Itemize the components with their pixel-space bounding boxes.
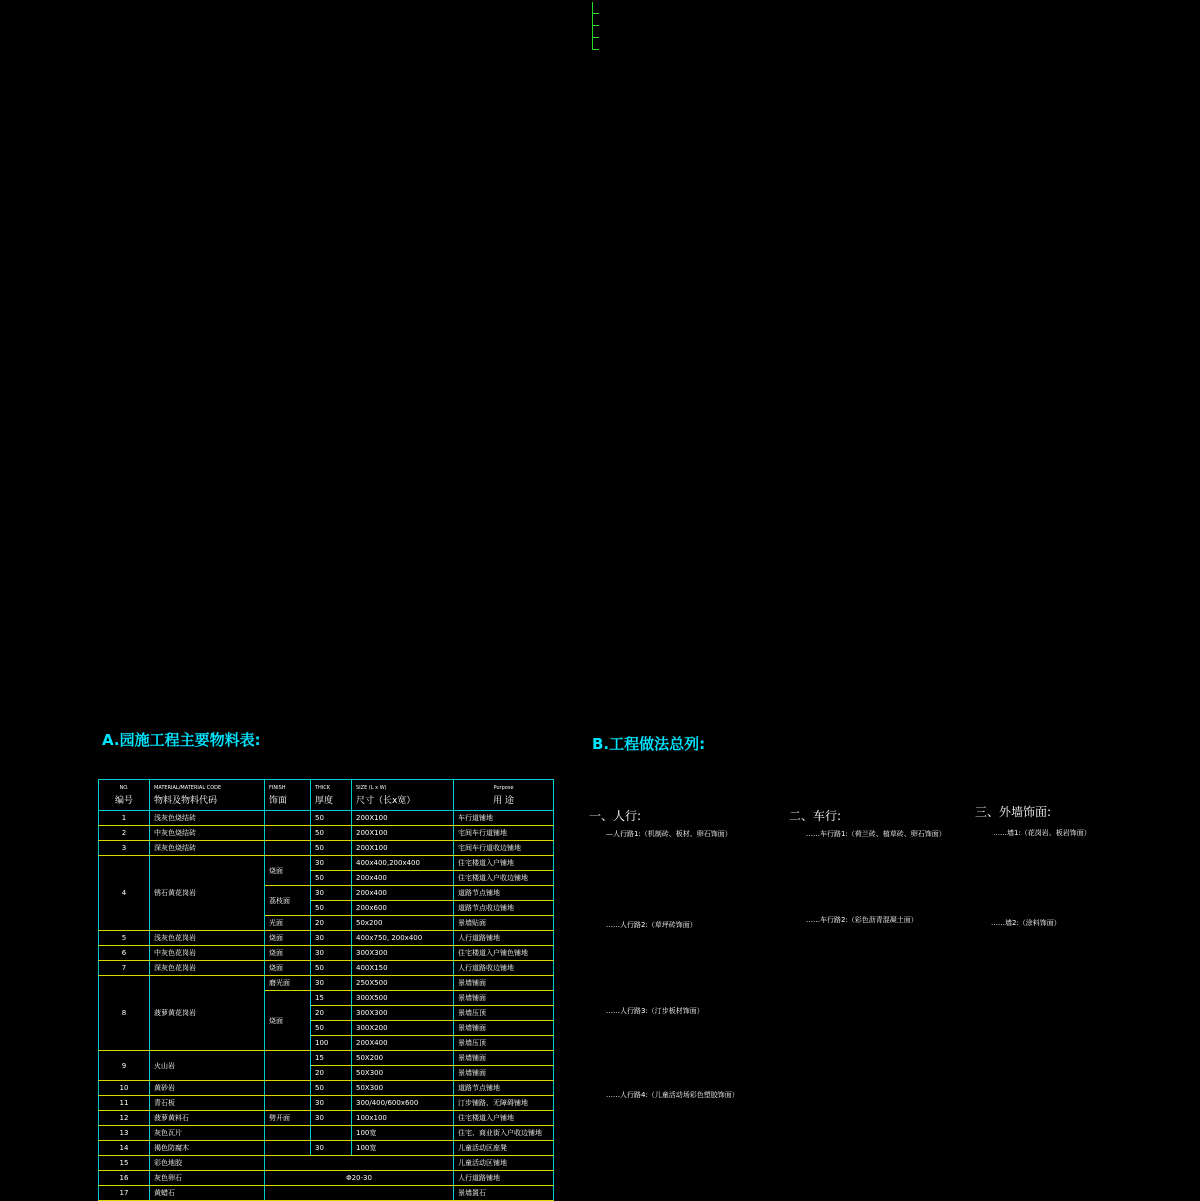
cell-no: 3	[99, 841, 150, 856]
cell-no: 14	[99, 1141, 150, 1156]
pedestrian-item-2: ……人行路2:（草坪砖饰面）	[606, 921, 697, 929]
cell-thick: 50	[311, 1021, 352, 1036]
cell-purpose: 宅间车行道收边铺地	[454, 841, 554, 856]
cell-material: 锈石黄花岗岩	[150, 856, 265, 931]
cell-material: 彩色地胶	[150, 1156, 265, 1171]
cell-size: 50x200	[352, 916, 454, 931]
cell-no: 7	[99, 961, 150, 976]
cell-no: 8	[99, 976, 150, 1051]
cell-purpose: 景墙贴面	[454, 916, 554, 931]
wall-item-1: ……墙1:（花岗岩、板岩饰面）	[993, 829, 1091, 837]
cell-purpose: 道路节点铺地	[454, 886, 554, 901]
cell-size: 50X300	[352, 1066, 454, 1081]
cell-material: 褐色防腐木	[150, 1141, 265, 1156]
cell-purpose: 儿童活动区铺地	[454, 1156, 554, 1171]
table-row	[99, 946, 554, 961]
cell-finish: 磨光面	[265, 976, 311, 991]
cell-finish: 烧面	[265, 946, 311, 961]
cell-finish	[265, 1141, 311, 1156]
cell-thick: 30	[311, 946, 352, 961]
cell-thick: 50	[311, 901, 352, 916]
cell-thick: 30	[311, 931, 352, 946]
cell-thick: 30	[311, 1111, 352, 1126]
cell-finish: 劈开面	[265, 1111, 311, 1126]
pedestrian-item-3: ……人行路3:（汀步板材饰面）	[606, 1007, 704, 1015]
cell-size: 400x400,200x400	[352, 856, 454, 871]
cell-finish: 烧面	[265, 991, 311, 1051]
table-row	[99, 1126, 554, 1141]
cell-material: 中灰色烧结砖	[150, 826, 265, 841]
cell-finish	[265, 841, 311, 856]
cell-purpose: 人行道路收边铺地	[454, 961, 554, 976]
cell-purpose: 车行道铺地	[454, 811, 554, 826]
cell-no: 4	[99, 856, 150, 931]
marker-2	[592, 14, 599, 26]
cell-material: 火山岩	[150, 1051, 265, 1081]
cell-size: 50X200	[352, 1051, 454, 1066]
cell-size: 400X150	[352, 961, 454, 976]
cell-purpose: 住宅楼道入户收边铺地	[454, 871, 554, 886]
cell-size: 300/400/600x600	[352, 1096, 454, 1111]
cell-finish	[265, 1096, 311, 1111]
cell-material: 黄蜡石	[150, 1186, 265, 1201]
cell-thick: 20	[311, 916, 352, 931]
cell-finish	[265, 1051, 311, 1081]
cell-no: 12	[99, 1111, 150, 1126]
cell-no: 17	[99, 1186, 150, 1201]
cell-purpose: 景墙铺面	[454, 1066, 554, 1081]
cell-thick: 30	[311, 1141, 352, 1156]
table-row	[99, 1141, 554, 1156]
cell-no: 2	[99, 826, 150, 841]
section-b-title: B.工程做法总列:	[592, 735, 706, 753]
cell-material: 菠萝黄花岗岩	[150, 976, 265, 1051]
material-table	[98, 779, 554, 1201]
cell-purpose: 道路节点铺地	[454, 1081, 554, 1096]
cell-no: 13	[99, 1126, 150, 1141]
cell-size: 100宽	[352, 1141, 454, 1156]
table-row	[99, 811, 554, 826]
cell-thick: 100	[311, 1036, 352, 1051]
cell-thick: 50	[311, 811, 352, 826]
cell-size: 200x600	[352, 901, 454, 916]
table-row	[99, 931, 554, 946]
header-no: NO. 编号	[99, 780, 150, 811]
cell-material: 浅灰色花岗岩	[150, 931, 265, 946]
cell-no: 1	[99, 811, 150, 826]
cell-span	[265, 1156, 454, 1171]
table-header-row	[99, 780, 554, 811]
cell-no: 15	[99, 1156, 150, 1171]
header-material: MATERIAL/MATERIAL CODE 物料及物料代码	[150, 780, 265, 811]
cell-size: 100x100	[352, 1111, 454, 1126]
pedestrian-item-1: —人行路1:（机制砖、板材、卵石饰面）	[606, 830, 732, 838]
cell-purpose: 宅间车行道铺地	[454, 826, 554, 841]
cell-finish: 烧面	[265, 931, 311, 946]
cell-no: 11	[99, 1096, 150, 1111]
table-row	[99, 841, 554, 856]
cell-material: 灰色卵石	[150, 1171, 265, 1186]
cell-thick	[311, 1126, 352, 1141]
table-row	[99, 961, 554, 976]
cell-purpose: 景墙压顶	[454, 1006, 554, 1021]
cell-thick: 50	[311, 841, 352, 856]
cell-no: 16	[99, 1171, 150, 1186]
cell-size: 200X100	[352, 811, 454, 826]
group-wall-heading: 三、外墙饰面:	[975, 805, 1052, 819]
cell-size: 300X200	[352, 1021, 454, 1036]
cell-purpose: 道路节点收边铺地	[454, 901, 554, 916]
table-row	[99, 1051, 554, 1066]
cell-size: 200X400	[352, 1036, 454, 1051]
cell-finish	[265, 811, 311, 826]
cell-purpose: 人行道路铺地	[454, 1171, 554, 1186]
cell-purpose: 人行道路铺地	[454, 931, 554, 946]
table-row	[99, 1156, 554, 1171]
cell-size: 200x400	[352, 871, 454, 886]
cell-purpose: 住宅楼道入户铺地	[454, 856, 554, 871]
cell-thick: 30	[311, 1096, 352, 1111]
cell-size: 300X500	[352, 991, 454, 1006]
cell-thick: 30	[311, 976, 352, 991]
header-finish: FINISH 饰面	[265, 780, 311, 811]
cell-size: 200X100	[352, 841, 454, 856]
cell-finish: 光面	[265, 916, 311, 931]
cell-finish	[265, 826, 311, 841]
group-vehicle-heading: 二、车行:	[789, 809, 842, 823]
header-thick: THICK 厚度	[311, 780, 352, 811]
cell-material: 灰色瓦片	[150, 1126, 265, 1141]
cell-purpose: 景墙铺面	[454, 991, 554, 1006]
cell-material: 黄砂岩	[150, 1081, 265, 1096]
cell-purpose: 景墙铺面	[454, 976, 554, 991]
cell-material: 中灰色花岗岩	[150, 946, 265, 961]
cell-size: 300X300	[352, 946, 454, 961]
header-size: SIZE (L x W) 尺寸（长x宽）	[352, 780, 454, 811]
cell-thick: 50	[311, 871, 352, 886]
table-row	[99, 1186, 554, 1201]
header-purpose: Purpose 用 途	[454, 780, 554, 811]
cell-thick: 30	[311, 886, 352, 901]
table-row	[99, 1081, 554, 1096]
vehicle-item-1: ……车行路1:（荷兰砖、植草砖、卵石饰面）	[806, 830, 946, 838]
wall-item-2: ……墙2:（涂料饰面）	[991, 919, 1061, 927]
cell-no: 9	[99, 1051, 150, 1081]
table-row	[99, 976, 554, 991]
cell-purpose: 景墙铺面	[454, 1051, 554, 1066]
cell-size: 50X300	[352, 1081, 454, 1096]
cell-thick: 50	[311, 961, 352, 976]
marker-3	[592, 26, 599, 38]
cell-purpose: 景墙铺面	[454, 1021, 554, 1036]
vehicle-item-2: ……车行路2:（彩色沥青混凝土面）	[806, 916, 918, 924]
cell-no: 5	[99, 931, 150, 946]
cell-purpose: 儿童活动区座凳	[454, 1141, 554, 1156]
cell-size: 400x750, 200x400	[352, 931, 454, 946]
table-row	[99, 826, 554, 841]
marker-4	[592, 38, 599, 50]
cell-finish: 荔枝面	[265, 886, 311, 916]
table-row	[99, 1111, 554, 1126]
cell-finish: 烧面	[265, 856, 311, 886]
cell-size: 200X100	[352, 826, 454, 841]
pedestrian-item-4: ……人行路4:（儿童活动场彩色塑胶饰面）	[606, 1091, 739, 1099]
cell-span: Φ20-30	[265, 1171, 454, 1186]
cell-thick: 15	[311, 1051, 352, 1066]
table-row	[99, 1171, 554, 1186]
cell-finish	[265, 1126, 311, 1141]
cell-finish	[265, 1081, 311, 1096]
cell-thick: 20	[311, 1006, 352, 1021]
cell-no: 6	[99, 946, 150, 961]
cell-material: 青石板	[150, 1096, 265, 1111]
group-pedestrian-heading: 一、人行:	[589, 809, 642, 823]
cell-material: 深灰色花岗岩	[150, 961, 265, 976]
cell-purpose: 住宅楼道入户铺地	[454, 1111, 554, 1126]
cell-purpose: 住宅、商业街入户收边铺地	[454, 1126, 554, 1141]
cell-size: 200x400	[352, 886, 454, 901]
cell-purpose: 住宅楼道入户铺色铺地	[454, 946, 554, 961]
cell-material: 浅灰色烧结砖	[150, 811, 265, 826]
cell-size: 250X500	[352, 976, 454, 991]
cell-no: 10	[99, 1081, 150, 1096]
cell-span	[265, 1186, 454, 1201]
cell-purpose: 汀步铺路、无障碍铺地	[454, 1096, 554, 1111]
table-row	[99, 1096, 554, 1111]
cell-size: 100宽	[352, 1126, 454, 1141]
cell-thick: 30	[311, 856, 352, 871]
table-row	[99, 856, 554, 871]
cell-purpose: 景墙压顶	[454, 1036, 554, 1051]
cell-thick: 15	[311, 991, 352, 1006]
cell-material: 菠萝黄料石	[150, 1111, 265, 1126]
cell-thick: 50	[311, 826, 352, 841]
cell-material: 深灰色烧结砖	[150, 841, 265, 856]
section-a-title: A.园施工程主要物料表:	[102, 731, 261, 749]
marker-1	[592, 2, 599, 14]
cell-finish: 烧面	[265, 961, 311, 976]
cell-purpose: 景墙置石	[454, 1186, 554, 1201]
cell-size: 300X300	[352, 1006, 454, 1021]
cell-thick: 20	[311, 1066, 352, 1081]
cell-thick: 50	[311, 1081, 352, 1096]
